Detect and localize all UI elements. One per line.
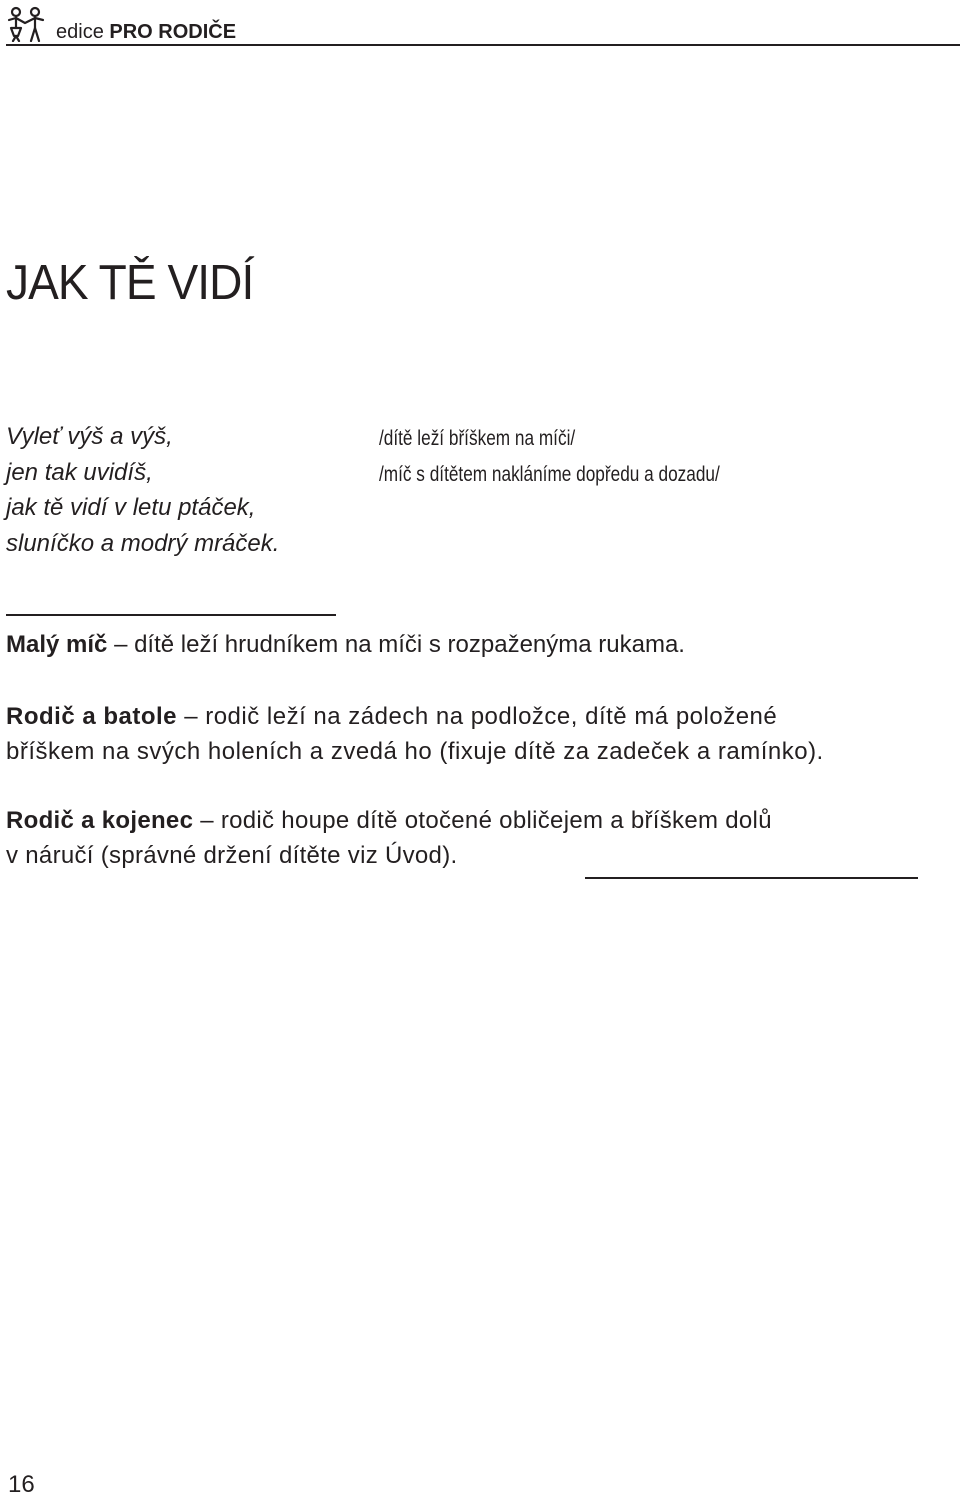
series-prefix: edice: [56, 21, 104, 43]
paragraph-line: [6, 628, 685, 663]
paragraph-rodic-a-kojenec: [6, 804, 772, 873]
poem-line: jen tak uvidíš,: [6, 458, 153, 486]
paragraph-text: – rodič leží na zádech na podložce, dítě má položené: [184, 703, 778, 730]
poem: [6, 419, 279, 561]
poem-line: sluníčko a modrý mráček.: [6, 529, 280, 557]
paragraph-label: Rodič a batole: [6, 703, 178, 730]
paragraph-text: – dítě leží hrudníkem na míči s rozpaženýma rukama.: [114, 631, 685, 658]
section-end-divider: [585, 877, 918, 879]
poem-line: jak tě vidí v letu ptáček,: [6, 494, 256, 521]
paragraph-label: Rodič a kojenec: [6, 807, 194, 834]
paragraph-rodic-a-batole: [6, 700, 824, 769]
paragraph-line: v náručí (správné držení dítěte viz Úvod).: [6, 841, 458, 869]
paragraph-maly-mic: [6, 628, 685, 663]
section-divider: [6, 614, 336, 616]
paragraph-line: bříškem na svých holeních a zvedá ho (fixuje dítě za zadeček a ramínko).: [6, 737, 824, 765]
series-label: [56, 20, 236, 44]
paragraph-line: [6, 700, 824, 735]
series-name: PRO RODIČE: [109, 21, 237, 43]
poem-line: Vyleť výš a výš,: [6, 423, 173, 450]
paragraph-line: [6, 804, 772, 839]
page-number: 16: [8, 1471, 35, 1498]
header-divider: [6, 44, 960, 46]
children-holding-hands-icon: [6, 6, 46, 42]
instruction-line: /dítě leží bříškem na míči/: [379, 427, 576, 450]
page-title: JAK TĚ VIDÍ: [6, 256, 254, 310]
paragraph-label: Malý míč: [6, 631, 108, 658]
exercise-instructions: [379, 421, 720, 493]
paragraph-text: – rodič houpe dítě otočené obličejem a bříškem dolů: [200, 807, 772, 834]
instruction-line: /míč s dítětem nakláníme dopředu a dozadu/: [379, 463, 720, 486]
page-header: [6, 6, 960, 46]
